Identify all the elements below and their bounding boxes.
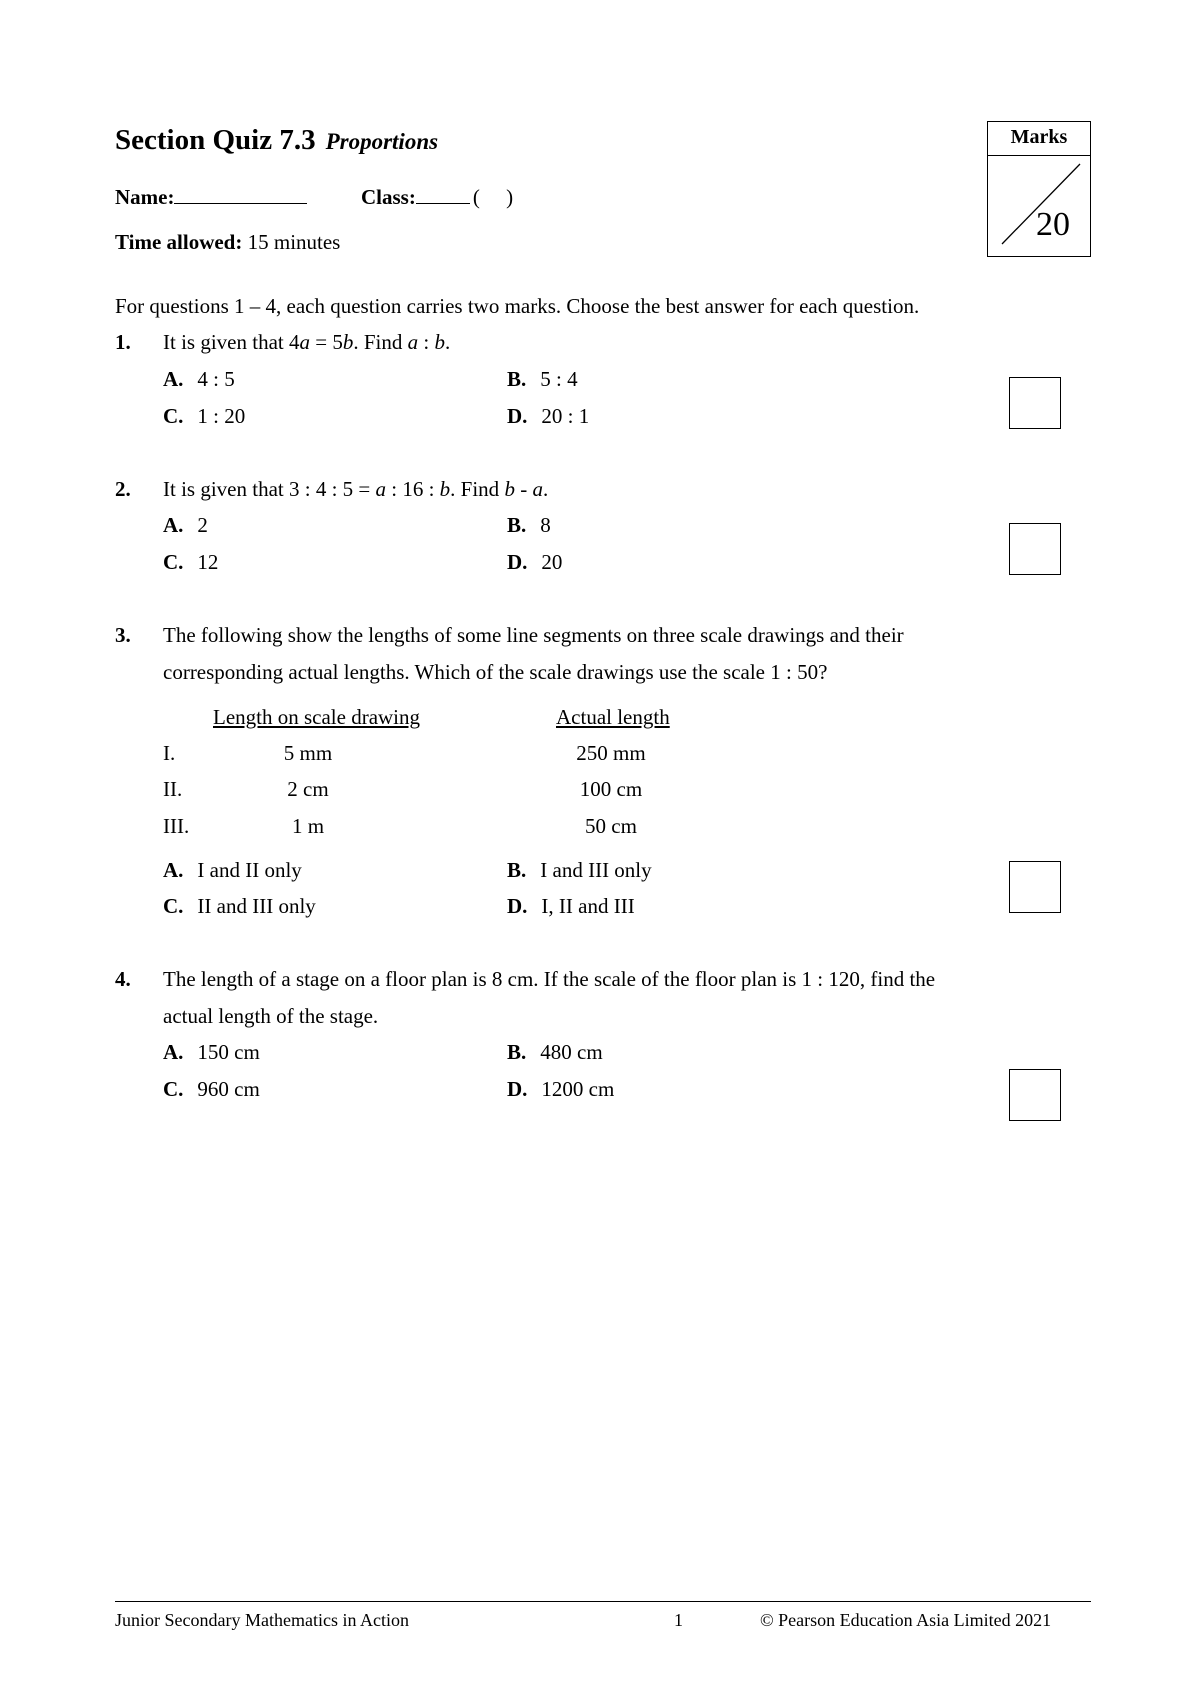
footer-page-number: 1 — [674, 1610, 683, 1630]
footer-divider — [115, 1601, 1091, 1602]
question-text-line-2: corresponding actual lengths. Which of the scale drawings use the scale 1 : 50? — [163, 660, 828, 684]
quiz-subtitle: Proportions — [325, 129, 439, 154]
option-b[interactable]: B. 8 — [507, 513, 551, 537]
time-label: Time allowed: — [115, 230, 243, 254]
option-c[interactable]: C. 1 : 20 — [163, 404, 246, 428]
table-row-label: III. — [163, 814, 190, 838]
option-c[interactable]: C. II and III only — [163, 894, 316, 918]
option-a[interactable]: A. 4 : 5 — [163, 367, 235, 391]
question-text-line-1: The following show the lengths of some line segments on three scale drawings and their — [163, 623, 904, 647]
option-d[interactable]: D. 20 — [507, 550, 563, 574]
option-b[interactable]: B. 480 cm — [507, 1040, 603, 1064]
question-text: It is given that 3 : 4 : 5 = a : 16 : b. Find b - a. — [163, 477, 549, 501]
option-c[interactable]: C. 12 — [163, 550, 219, 574]
option-c[interactable]: C. 960 cm — [163, 1077, 260, 1101]
question-text-line-2: actual length of the stage. — [163, 1004, 379, 1028]
answer-box-4[interactable] — [1009, 1069, 1061, 1121]
option-d[interactable]: D. 20 : 1 — [507, 404, 590, 428]
marks-box — [987, 121, 1091, 257]
table-header-actual: Actual length — [556, 705, 670, 729]
option-d[interactable]: D. 1200 cm — [507, 1077, 615, 1101]
page-title — [115, 124, 438, 157]
table-row-label: I. — [163, 741, 176, 765]
table-cell-scale: 5 mm — [283, 741, 333, 765]
option-a[interactable]: A. 150 cm — [163, 1040, 260, 1064]
option-a[interactable]: A. I and II only — [163, 858, 302, 882]
name-row — [115, 185, 307, 210]
table-cell-actual: 100 cm — [579, 777, 643, 801]
marks-total: 20 — [1036, 206, 1070, 243]
footer-book-title: Junior Secondary Mathematics in Action — [115, 1610, 409, 1630]
option-b[interactable]: B. 5 : 4 — [507, 367, 578, 391]
question-text-line-1: The length of a stage on a floor plan is 8 cm. If the scale of the floor plan is 1 : 120, find the — [163, 967, 936, 991]
answer-box-1[interactable] — [1009, 377, 1061, 429]
table-cell-actual: 50 cm — [585, 814, 637, 838]
quiz-title: Section Quiz 7.3 — [115, 124, 316, 156]
question-number: 1. — [115, 330, 131, 354]
question-number: 2. — [115, 477, 131, 501]
question-number: 3. — [115, 623, 131, 647]
name-label: Name: — [115, 185, 175, 209]
table-header-scale: Length on scale drawing — [213, 705, 421, 729]
option-b[interactable]: B. I and III only — [507, 858, 652, 882]
option-a[interactable]: A. 2 — [163, 513, 208, 537]
instructions: For questions 1 – 4, each question carries two marks. Choose the best answer for each question. — [115, 294, 920, 318]
question-number: 4. — [115, 967, 131, 991]
table-cell-scale: 1 m — [291, 814, 325, 838]
table-row-label: II. — [163, 777, 183, 801]
class-number-paren[interactable]: ( ) — [472, 185, 514, 209]
footer-copyright: © Pearson Education Asia Limited 2021 — [760, 1610, 1052, 1630]
class-row — [361, 185, 513, 210]
table-cell-actual: 250 mm — [576, 741, 646, 765]
class-label: Class: — [361, 185, 416, 209]
marks-label: Marks — [988, 122, 1090, 156]
answer-box-2[interactable] — [1009, 523, 1061, 575]
class-field[interactable] — [416, 185, 470, 204]
time-allowed — [115, 230, 340, 255]
table-cell-scale: 2 cm — [287, 777, 329, 801]
question-text: It is given that 4a = 5b. Find a : b. — [163, 330, 451, 354]
option-d[interactable]: D. I, II and III — [507, 894, 635, 918]
name-field[interactable] — [174, 185, 307, 204]
time-value: 15 minutes — [247, 230, 341, 254]
answer-box-3[interactable] — [1009, 861, 1061, 913]
